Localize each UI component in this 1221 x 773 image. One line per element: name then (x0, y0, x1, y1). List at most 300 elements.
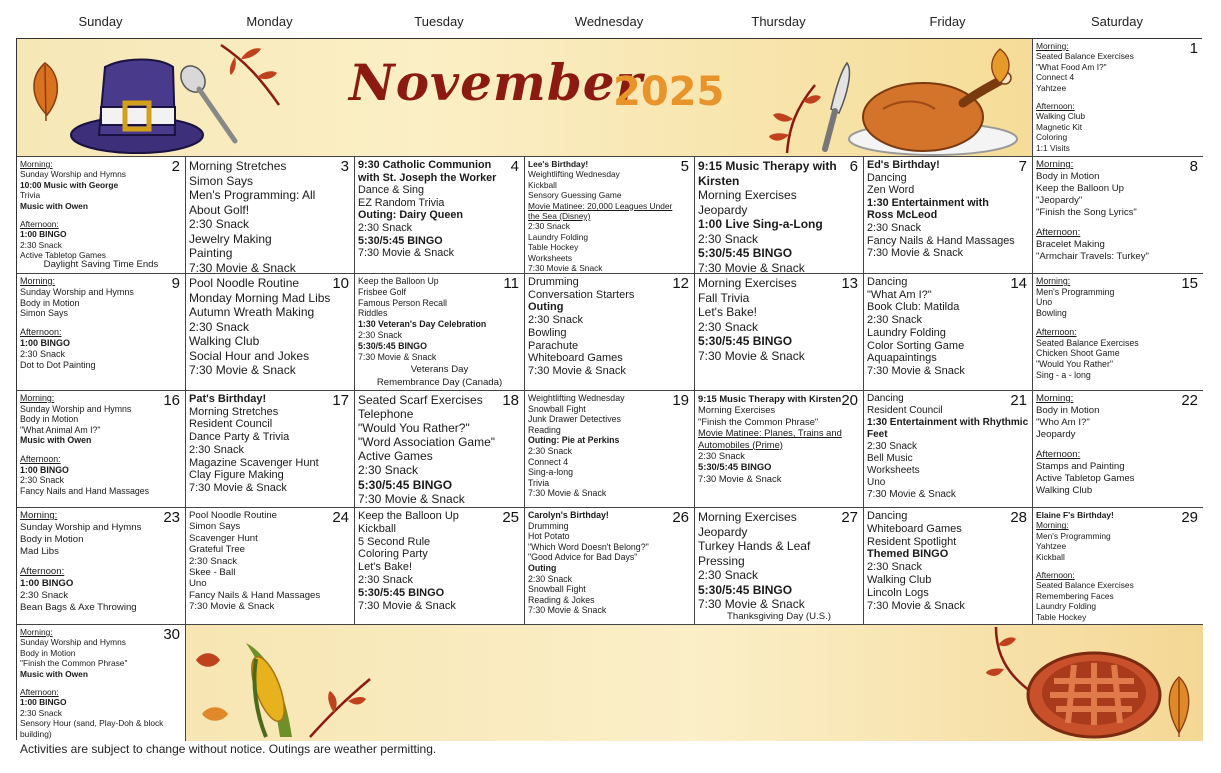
activity: Active Tabletop Games (20, 250, 106, 261)
day-cell-28 (864, 508, 1033, 625)
activity: 5:30/5:45 BINGO (698, 246, 793, 260)
day-number: 1 (1189, 40, 1198, 57)
activity: 2:30 Snack (698, 231, 759, 246)
activity: 2:30 Snack (867, 561, 923, 574)
morning-heading: Morning: (20, 627, 53, 637)
birthday: Lee's Birthday! (528, 159, 589, 169)
day-number: 27 (841, 509, 858, 526)
activity: 9:30 Catholic Communion with St. Joseph the Worker (358, 159, 497, 184)
leaf-icon (23, 59, 67, 123)
day-number: 3 (340, 158, 349, 175)
activity: Drumming (528, 520, 569, 531)
day-cell-6 (695, 157, 864, 274)
birthday: Carolyn's Birthday! (528, 510, 609, 520)
activity: 7:30 Movie & Snack (698, 348, 805, 363)
activity: "Would You Rather?" (358, 421, 470, 436)
activity: Parachute (528, 339, 579, 352)
activity: 2:30 Snack (20, 475, 65, 486)
activity: "Would You Rather" (1036, 358, 1113, 369)
activity: Worksheets (867, 465, 920, 476)
activity: "Armchair Travels: Turkey" (1036, 251, 1149, 262)
holiday-note: Veterans Day (410, 364, 469, 375)
day-cell-11 (355, 274, 525, 391)
morning-heading: Morning: (1036, 520, 1069, 531)
activity: 2:30 Snack (20, 590, 69, 601)
activity: Walking Club (1036, 485, 1093, 496)
day-cell-9 (17, 274, 186, 391)
activity: Kickball (358, 522, 396, 535)
day-number: 25 (502, 509, 519, 526)
day-cell-14 (864, 274, 1033, 391)
day-cell-12 (525, 274, 695, 391)
activity: 1:00 BINGO (20, 464, 69, 475)
weekday-friday: Friday (929, 14, 966, 29)
activity: 5:30/5:45 BINGO (358, 234, 443, 247)
day-cell-24 (186, 508, 355, 625)
activity: Seated Balance Exercises (1036, 580, 1134, 591)
activity: 1:1 Visits (1036, 142, 1070, 153)
day-cell-18 (355, 391, 525, 508)
activity: Junk Drawer Detectives (528, 414, 621, 425)
day-cell-21 (864, 391, 1033, 508)
activity: Keep the Balloon Up (358, 510, 459, 522)
activity: Magnetic Kit (1036, 121, 1083, 132)
activity: 5:30/5:45 BINGO (358, 340, 427, 351)
day-number: 16 (163, 392, 180, 409)
day-cell-15 (1033, 274, 1203, 391)
activity: Kickball (1036, 551, 1065, 562)
activity: Aquapaintings (867, 352, 937, 365)
activity: Trivia (20, 190, 41, 201)
activity: 2:30 Snack (358, 221, 413, 234)
activity: 2:30 Snack (189, 555, 238, 567)
activity: 7:30 Movie & Snack (189, 481, 287, 494)
activity: Body in Motion (1036, 171, 1100, 182)
day-number: 19 (672, 392, 689, 409)
day-number: 4 (510, 158, 519, 175)
activity: 7:30 Movie & Snack (867, 364, 965, 377)
outing: Outing: Dairy Queen (358, 209, 463, 222)
movie-matinee: Movie Matinee: 20,000 Leagues Under the Sea (Disney) (528, 200, 673, 222)
activity: Snowball Fight (528, 584, 586, 595)
activity: 7:30 Movie & Snack (358, 491, 465, 506)
activity: 2:30 Snack (358, 463, 419, 478)
activity: 2:30 Snack (20, 707, 62, 718)
activity: Remembering Faces (1036, 590, 1114, 601)
day-number: 12 (672, 275, 689, 292)
activity: Body in Motion (20, 534, 84, 545)
activity: Music with Owen (20, 668, 88, 679)
day-number: 30 (163, 626, 180, 643)
day-cell-22 (1033, 391, 1203, 508)
day-cell-30 (17, 625, 186, 741)
activity: Dance Party & Trivia (189, 431, 290, 444)
day-number: 26 (672, 509, 689, 526)
calendar-grid (16, 38, 1202, 740)
activity: Morning Exercises (698, 276, 797, 290)
activity: Mad Libs (20, 546, 59, 557)
activity: Bean Bags & Axe Throwing (20, 602, 137, 613)
activity: Pool Noodle Routine (189, 510, 278, 521)
day-number: 5 (680, 158, 689, 175)
day-number: 8 (1189, 158, 1198, 175)
activity: Morning Exercises (698, 404, 776, 416)
activity: Laundry Folding (867, 326, 946, 339)
activity: 1:30 Entertainment with Ross McLeod (867, 196, 989, 222)
activity: 5:30/5:45 BINGO (698, 461, 772, 473)
day-number: 20 (841, 392, 858, 409)
leaf-icon (985, 47, 1015, 87)
activity: Bowling (1036, 308, 1067, 319)
weekday-header (16, 14, 1202, 36)
activity: 2:30 Snack (358, 329, 403, 340)
day-cell-2 (17, 157, 186, 274)
activity: Frisbee Golf (358, 286, 406, 297)
day-cell-27 (695, 508, 864, 625)
day-number: 28 (1010, 509, 1027, 526)
activity: Skee - Ball (189, 567, 236, 579)
afternoon-heading: Afternoon: (1036, 449, 1081, 460)
activity: Weightlifting Wednesday (528, 393, 625, 403)
activity: 5:30/5:45 BINGO (358, 477, 453, 492)
activity: Hot Potato (528, 531, 570, 542)
activity: Autumn Wreath Making (189, 305, 315, 319)
activity: 7:30 Movie & Snack (358, 247, 455, 260)
activity: 2:30 Snack (189, 319, 250, 334)
day-cell-26 (525, 508, 695, 625)
activity: 5:30/5:45 BINGO (358, 586, 445, 599)
activity: 7:30 Movie & Snack (528, 263, 603, 274)
outing: Outing (528, 562, 557, 573)
day-number: 7 (1018, 158, 1027, 175)
morning-heading: Morning: (1036, 276, 1071, 286)
activity: Let's Bake! (698, 305, 757, 319)
activity: 7:30 Movie & Snack (189, 601, 275, 613)
morning-heading: Morning: (20, 510, 58, 521)
weekday-saturday: Saturday (1090, 14, 1144, 29)
activity: 2:30 Snack (528, 573, 573, 584)
month-title: November (349, 53, 643, 112)
activity: Sing - a - long (1036, 369, 1091, 380)
activity: Fancy Nails & Hand Massages (867, 234, 1015, 247)
birthday: Pat's Birthday! (189, 393, 267, 405)
day-number: 22 (1181, 392, 1198, 409)
activity: Coloring (1036, 132, 1068, 143)
day-cell-20 (695, 391, 864, 508)
activity: Kickball (528, 179, 557, 190)
activity: 7:30 Movie & Snack (528, 605, 607, 616)
activity: Jeopardy (1036, 429, 1076, 440)
activity: Body in Motion (20, 297, 80, 308)
activity: Jeopardy (698, 202, 748, 217)
day-number: 17 (332, 392, 349, 409)
activity: 1:00 BINGO (20, 697, 67, 708)
activity: Worksheets (528, 252, 573, 263)
activity: "What Animal Am I?" (20, 424, 101, 435)
footer-disclaimer: Activities are subject to change without notice. Outings are weather permitting. (20, 742, 437, 756)
branch-icon (304, 673, 374, 739)
activity: 2:30 Snack (528, 445, 573, 456)
activity: Dance & Sing (358, 184, 425, 197)
activity: Whiteboard Games (528, 352, 623, 365)
activity: Famous Person Recall (358, 297, 447, 308)
activity: EZ Random Trivia (358, 196, 445, 209)
activity: Telephone (358, 407, 414, 422)
activity: Sunday Worship and Hymns (20, 522, 142, 533)
activity: Seated Balance Exercises (1036, 51, 1134, 62)
activity: Color Sorting Game (867, 339, 965, 352)
activity: Lincoln Logs (867, 586, 929, 599)
decorative-footer-banner (186, 625, 1203, 741)
activity: 1:00 BINGO (20, 229, 67, 240)
afternoon-heading: Afternoon: (1036, 227, 1081, 238)
activity: Riddles (358, 308, 388, 319)
activity: "What Food Am I?" (1036, 61, 1107, 72)
day-cell-5 (525, 157, 695, 274)
activity: 7:30 Movie & Snack (867, 247, 964, 260)
activity: 2:30 Snack (867, 221, 922, 234)
activity: Laundry Folding (528, 231, 589, 242)
afternoon-heading: Afternoon: (1036, 326, 1077, 337)
activity: 9:15 Music Therapy with Kirsten (698, 393, 842, 404)
activity: Simon Says (20, 308, 69, 319)
activity: Turkey Hands & Leaf Pressing (698, 539, 811, 568)
activity: 1:00 BINGO (20, 578, 74, 589)
day-number: 10 (332, 275, 349, 292)
day-cell-8 (1033, 157, 1203, 274)
activity: Drumming (528, 276, 579, 288)
morning-heading: Morning: (20, 393, 55, 403)
activity: "Finish the Common Phrase" (20, 658, 128, 669)
morning-heading: Morning: (1036, 41, 1069, 51)
activity: Seated Balance Exercises (1036, 337, 1139, 348)
activity: Active Games (358, 449, 433, 464)
activity: Laundry Folding (1036, 601, 1097, 612)
day-cell-1 (1033, 39, 1203, 157)
activity: 2:30 Snack (20, 348, 66, 359)
activity: "What Am I?" (867, 288, 932, 301)
activity: "Finish the Common Phrase" (698, 415, 819, 427)
activity: Grateful Tree (189, 544, 245, 556)
activity: 2:30 Snack (20, 239, 62, 250)
activity: Fall Trivia (698, 290, 750, 305)
afternoon-heading: Afternoon: (1036, 101, 1075, 112)
activity: Monday Morning Mad Libs (189, 290, 331, 305)
afternoon-heading: Afternoon: (20, 327, 62, 338)
branch-icon (217, 41, 287, 111)
movie-matinee: Movie Matinee: Planes, Trains and Automobiles (Prime) (698, 427, 842, 450)
day-activities (1036, 41, 1200, 153)
activity: Zen Word (867, 184, 915, 197)
activity: Active Tabletop Games (1036, 473, 1135, 484)
activity: Dancing (867, 393, 904, 404)
activity: 7:30 Movie & Snack (867, 599, 965, 612)
day-cell-25 (355, 508, 525, 625)
activity: Resident Council (189, 418, 273, 431)
activity: Connect 4 (528, 456, 569, 467)
day-number: 2 (171, 158, 180, 175)
day-number: 11 (503, 275, 519, 292)
day-cell-4 (355, 157, 525, 274)
activity: Uno (867, 477, 886, 488)
activity: Themed BINGO (867, 548, 949, 561)
activity: Dancing (867, 171, 907, 184)
activity: Seated Scarf Exercises (358, 393, 483, 407)
activity: 2:30 Snack (698, 568, 759, 582)
activity: Dot to Dot Painting (20, 359, 96, 370)
day-cell-13 (695, 274, 864, 391)
activity: 1:00 BINGO (20, 337, 71, 348)
afternoon-heading: Afternoon: (20, 687, 59, 698)
activity: Stamps and Painting (1036, 461, 1125, 472)
day-number: 18 (502, 392, 519, 409)
activity: Uno (1036, 297, 1053, 308)
activity: 2:30 Snack (189, 217, 250, 231)
activity: 7:30 Movie & Snack (698, 260, 805, 274)
day-number: 6 (849, 158, 858, 175)
activity: 7:30 Movie & Snack (358, 599, 456, 612)
book-club: Book Club: Matilda (867, 301, 960, 314)
activity: Dancing (867, 276, 908, 288)
pie-icon (1024, 641, 1164, 741)
activity: Trivia (528, 477, 550, 488)
day-number: 13 (841, 275, 858, 292)
activity: "Good Advice for Bad Days" (528, 552, 638, 563)
activity: Bowling (528, 326, 567, 339)
activity: 2:30 Snack (528, 314, 584, 327)
day-number: 24 (332, 509, 349, 526)
activity: Dancing (867, 510, 908, 522)
activity: 2:30 Snack (698, 319, 759, 334)
activity: Fancy Nails & Hand Massages (189, 589, 321, 601)
activity: Table Hockey (1036, 611, 1087, 622)
activity: Fancy Nails and Hand Massages (20, 485, 150, 496)
afternoon-heading: Afternoon: (20, 453, 61, 464)
activity: Morning Stretches (189, 405, 279, 418)
morning-heading: Morning: (1036, 159, 1074, 170)
activity: 5:30/5:45 BINGO (698, 334, 793, 348)
activity: Morning Exercises (698, 510, 797, 524)
afternoon-heading: Afternoon: (1036, 570, 1075, 581)
activity: Walking Club (189, 334, 260, 348)
day-number: 15 (1181, 275, 1198, 292)
activity: Conversation Starters (528, 288, 635, 301)
activity: Morning Stretches (189, 159, 287, 173)
activity: Coloring Party (358, 548, 428, 561)
activity: "Who Am I?" (1036, 417, 1090, 428)
outing: Outing (528, 301, 564, 314)
activity: "Which Word Doesn't Belong?" (528, 541, 649, 552)
birthday: Ed's Birthday! (867, 159, 940, 171)
weekday-tuesday: Tuesday (414, 14, 464, 29)
activity: 2:30 Snack (358, 573, 414, 586)
weekday-monday: Monday (246, 14, 293, 29)
afternoon-heading: Afternoon: (20, 566, 65, 577)
activity: 10:00 Music with George (20, 179, 119, 190)
activity: Walking Club (1036, 111, 1086, 122)
activity: 1:30 Veteran's Day Celebration (358, 319, 487, 330)
day-number: 21 (1010, 392, 1027, 409)
activity: 1:00 Live Sing-a-Long (698, 217, 823, 231)
activity: "Jeopardy" (1036, 195, 1083, 206)
holiday-note: Remembrance Day (Canada) (376, 377, 503, 388)
activity: Snowball Fight (528, 403, 586, 414)
activity: Bell Music (867, 453, 913, 464)
day-number: 29 (1181, 509, 1198, 526)
morning-heading: Morning: (20, 276, 56, 286)
day-cell-7 (864, 157, 1033, 274)
activity: Body in Motion (20, 647, 76, 658)
day-cell-3 (186, 157, 355, 274)
activity: Reading & Jokes (528, 594, 595, 605)
activity: Sing-a-long (528, 467, 573, 478)
activity: Simon Says (189, 173, 254, 188)
activity: Let's Bake! (358, 561, 413, 574)
activity: Painting (189, 246, 233, 260)
activity: Scavenger Hunt (189, 532, 258, 544)
corn-icon (226, 633, 306, 741)
day-number: 9 (171, 275, 180, 292)
activity: 7:30 Movie & Snack (698, 472, 782, 484)
activity: Clay Figure Making (189, 469, 284, 482)
month-banner (17, 39, 1033, 157)
activity: Sunday Worship and Hymns (20, 637, 126, 648)
activity: 5:30/5:45 BINGO (698, 582, 793, 597)
activity: Body in Motion (1036, 405, 1100, 416)
morning-heading: Morning: (20, 159, 53, 169)
activity: 7:30 Movie & Snack (528, 488, 607, 499)
day-number: 14 (1010, 275, 1027, 292)
activity: "Word Association Game" (358, 435, 496, 450)
weekday-thursday: Thursday (751, 14, 806, 29)
activity: 7:30 Movie & Snack (358, 351, 437, 362)
activity: Table Hockey (528, 242, 579, 253)
day-number: 23 (163, 509, 180, 526)
day-cell-19 (525, 391, 695, 508)
activity: Yahtzee (1036, 82, 1067, 93)
day-cell-29 (1033, 508, 1203, 625)
activity: Keep the Balloon Up (1036, 183, 1125, 194)
weekday-wednesday: Wednesday (574, 14, 644, 29)
activity: Sunday Worship and Hymns (20, 403, 132, 414)
activity: 2:30 Snack (867, 314, 923, 327)
activity: Magazine Scavenger Hunt (189, 456, 319, 469)
activity: Sunday Worship and Hymns (20, 286, 134, 297)
day-cell-17 (186, 391, 355, 508)
activity: Weightlifting Wednesday (528, 169, 620, 180)
activity: Pool Noodle Routine (189, 276, 300, 290)
activity: Men's Programming (1036, 530, 1111, 541)
activity: Music with Owen (20, 435, 92, 446)
activity: Whiteboard Games (867, 522, 962, 535)
leaf-icon (194, 649, 222, 671)
activity: Resident Spotlight (867, 535, 957, 548)
activity: Social Hour and Jokes (189, 348, 310, 363)
activity: Sensory Hour (sand, Play-Doh & block building) (20, 718, 164, 739)
weekday-sunday: Sunday (78, 14, 123, 29)
day-cell-10 (186, 274, 355, 391)
activity: Sensory Guessing Game (528, 190, 622, 201)
activity: Body in Motion (20, 414, 79, 425)
activity: Walking Club (867, 573, 932, 586)
activity: 7:30 Movie & Snack (528, 364, 626, 377)
leaf-icon (1164, 673, 1194, 739)
activity: Simon Says (189, 521, 241, 533)
year-title: 2025 (613, 69, 725, 115)
morning-heading: Morning: (1036, 393, 1074, 404)
birthday: Elaine F's Birthday! (1036, 510, 1114, 520)
activity: 7:30 Movie & Snack (698, 597, 805, 611)
